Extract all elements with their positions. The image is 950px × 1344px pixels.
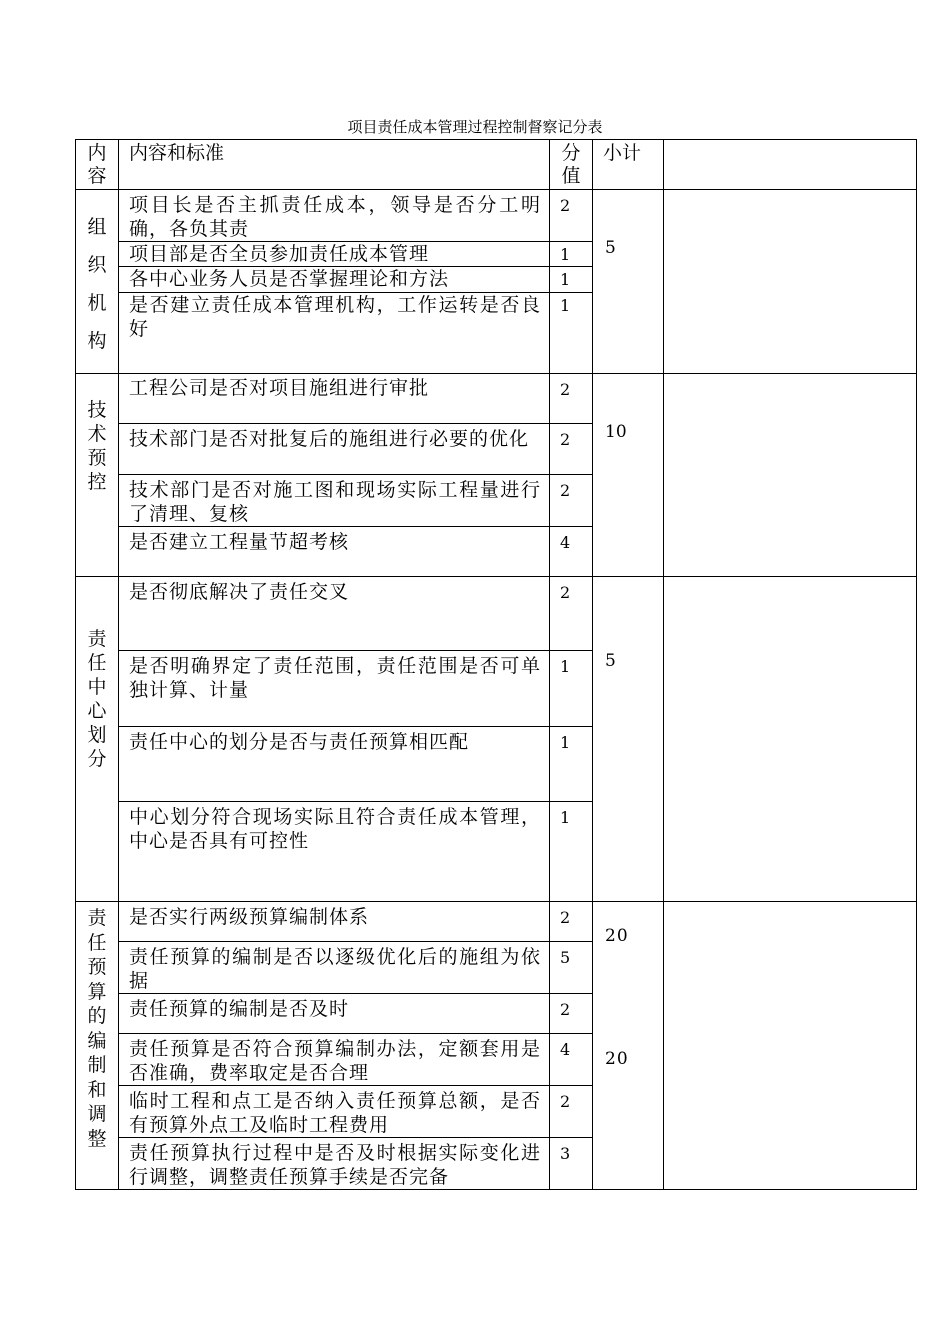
remark-cell <box>664 374 917 577</box>
subtotal-cell <box>593 902 664 1190</box>
remark-cell <box>664 577 917 902</box>
remark-cell <box>664 190 917 374</box>
score-cell: 1 <box>550 802 593 902</box>
criteria-cell: 是否彻底解决了责任交叉 <box>119 577 550 651</box>
criteria-cell: 临时工程和点工是否纳入责任预算总额，是否有预算外点工及临时工程费用 <box>119 1086 550 1138</box>
score-cell: 2 <box>550 374 593 424</box>
category-cell: 技术预控 <box>76 374 119 577</box>
score-cell: 2 <box>550 1086 593 1138</box>
document-title: 项目责任成本管理过程控制督察记分表 <box>347 118 603 136</box>
score-cell: 2 <box>550 577 593 651</box>
criteria-cell: 是否建立工程量节超考核 <box>119 527 550 577</box>
criteria-cell: 项目长是否主抓责任成本，领导是否分工明确，各负其责 <box>119 190 550 242</box>
score-cell: 2 <box>550 902 593 942</box>
score-cell: 5 <box>550 942 593 994</box>
criteria-cell: 是否建立责任成本管理机构，工作运转是否良好 <box>119 293 550 374</box>
subtotal-value: 20 <box>605 926 629 946</box>
criteria-cell: 工程公司是否对项目施组进行审批 <box>119 374 550 424</box>
table-row <box>76 190 917 242</box>
score-cell: 4 <box>550 527 593 577</box>
subtotal-cell: 5 <box>593 190 664 374</box>
score-cell: 1 <box>550 651 593 727</box>
subtotal-value: 20 <box>605 1049 629 1069</box>
category-cell: 组织机构 <box>76 190 119 374</box>
score-cell: 1 <box>550 242 593 267</box>
criteria-cell: 各中心业务人员是否掌握理论和方法 <box>119 267 550 293</box>
category-cell: 责任预算的编制和调整 <box>76 902 119 1190</box>
subtotal-cell: 5 <box>593 577 664 902</box>
score-cell: 4 <box>550 1034 593 1086</box>
score-cell: 2 <box>550 994 593 1034</box>
criteria-cell: 是否实行两级预算编制体系 <box>119 902 550 942</box>
score-cell: 1 <box>550 293 593 374</box>
criteria-cell: 技术部门是否对施工图和现场实际工程量进行了清理、复核 <box>119 475 550 527</box>
header-criteria: 内容和标准 <box>119 140 550 190</box>
header-row <box>76 140 917 190</box>
score-sheet-table <box>75 139 917 1190</box>
table-row <box>76 374 917 424</box>
header-subtotal: 小计 <box>593 140 664 190</box>
criteria-cell: 责任预算的编制是否以逐级优化后的施组为依据 <box>119 942 550 994</box>
header-remark <box>664 140 917 190</box>
remark-cell <box>664 902 917 1190</box>
criteria-cell: 项目部是否全员参加责任成本管理 <box>119 242 550 267</box>
criteria-cell: 是否明确界定了责任范围，责任范围是否可单独计算、计量 <box>119 651 550 727</box>
criteria-cell: 责任中心的划分是否与责任预算相匹配 <box>119 727 550 802</box>
score-cell: 2 <box>550 424 593 475</box>
score-cell: 1 <box>550 267 593 293</box>
criteria-cell: 责任预算执行过程中是否及时根据实际变化进行调整，调整责任预算手续是否完备 <box>119 1138 550 1190</box>
subtotal-cell: 10 <box>593 374 664 577</box>
criteria-cell: 技术部门是否对批复后的施组进行必要的优化 <box>119 424 550 475</box>
criteria-cell: 责任预算是否符合预算编制办法，定额套用是否准确，费率取定是否合理 <box>119 1034 550 1086</box>
score-cell: 2 <box>550 190 593 242</box>
category-cell: 责任中心划分 <box>76 577 119 902</box>
table-row <box>76 577 917 651</box>
criteria-cell: 中心划分符合现场实际且符合责任成本管理，中心是否具有可控性 <box>119 802 550 902</box>
score-cell: 1 <box>550 727 593 802</box>
score-cell: 3 <box>550 1138 593 1190</box>
header-score: 分值 <box>550 140 593 190</box>
header-category: 内容 <box>76 140 119 190</box>
table-row <box>76 902 917 942</box>
score-cell: 2 <box>550 475 593 527</box>
criteria-cell: 责任预算的编制是否及时 <box>119 994 550 1034</box>
